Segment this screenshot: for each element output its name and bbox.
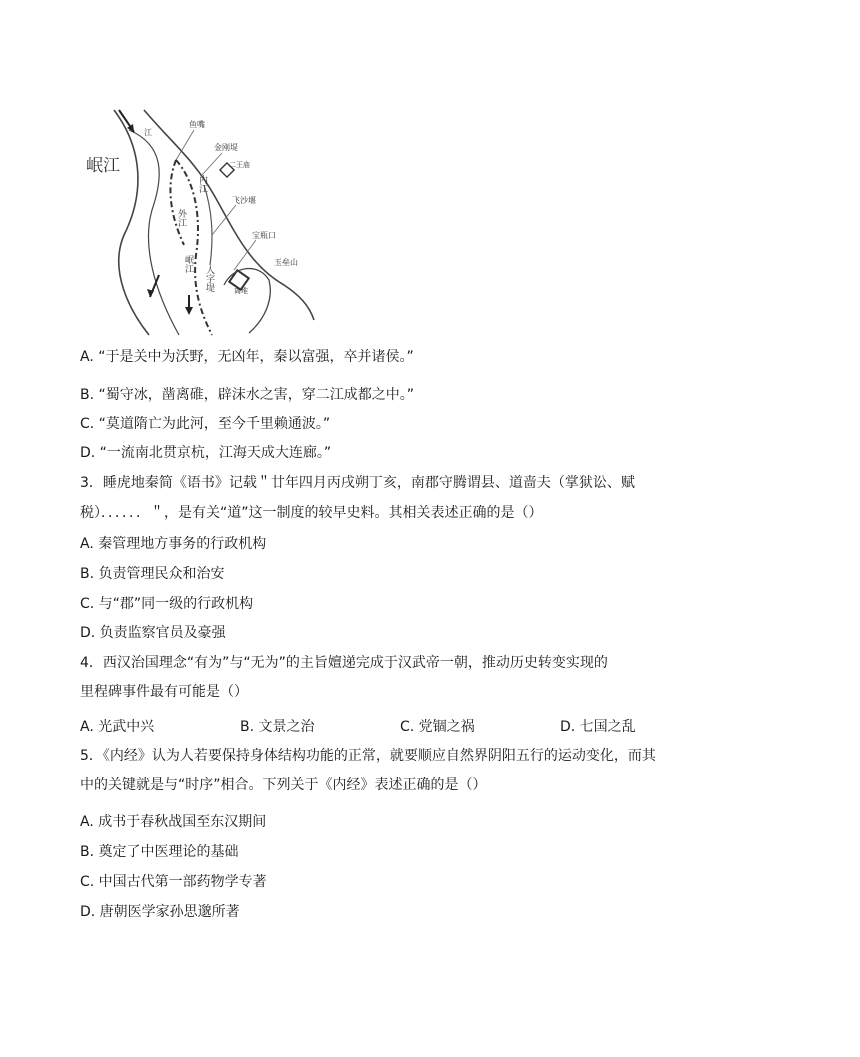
waijiang-label: 外江 (176, 209, 186, 227)
yuzui-label: 鱼嘴 (189, 120, 205, 129)
yuleishan-label: 玉垒山 (274, 258, 298, 267)
q2-option-a: A. “于是关中为沃野，无凶年，秦以富强，卒并诸侯。” (80, 349, 414, 365)
q5-option-c: C. 中国古代第一部药物学专著 (80, 874, 267, 890)
q4-option-d: D. 七国之乱 (560, 719, 636, 735)
dujiangyan-map-drawing (84, 105, 316, 337)
q5-stem-line1: 5．《内经》认为人若要保持身体结构功能的正常，就要顺应自然界阴阳五行的运动变化，而其 (80, 748, 656, 764)
q5-option-b: B. 奠定了中医理论的基础 (80, 844, 239, 860)
q3-option-b: B. 负责管理民众和治安 (80, 566, 225, 582)
q4-option-a: A. 光武中兴 (80, 719, 155, 735)
baopingkou-label: 宝瓶口 (252, 231, 276, 240)
renzidi-label: 人字堤 (204, 265, 214, 292)
river-name-label: 岷江 (86, 156, 120, 176)
dujiangyan-map (84, 105, 316, 337)
erwangmiao-label: 二王庙 (229, 161, 250, 169)
q2-option-c: C. “莫道隋亡为此河，至今千里赖通波。” (80, 416, 331, 432)
feishayan-label: 飞沙堰 (232, 196, 256, 205)
q4-stem-line1: 4．西汉治国理念“有为”与“无为”的主旨嬗递完成于汉武帝一朝，推动历史转变实现的 (80, 655, 608, 671)
q3-stem-line2: 税）．．．．．．＂，是有关“道”这一制度的较早史料。其相关表述正确的是（） (80, 505, 543, 521)
q3-option-c: C. 与“郡”同一级的行政机构 (80, 596, 254, 612)
q3-option-d: D. 负责监察官员及豪强 (80, 625, 226, 641)
jingangdi-label: 金刚堤 (214, 143, 238, 152)
q4-options-row (80, 717, 720, 737)
q5-option-d: D. 唐朝医学家孙思邈所著 (80, 904, 240, 920)
q3-option-a: A. 秦管理地方事务的行政机构 (80, 536, 267, 552)
outer-river-label: 江 (144, 128, 152, 137)
neijiang-label: 内江 (197, 175, 207, 193)
q4-option-c: C. 党锢之祸 (400, 719, 475, 735)
minjiang-small-label: 岷江 (183, 255, 193, 273)
q5-stem-line2: 中的关键就是与“时序”相合。下列关于《内经》表述正确的是（） (80, 777, 487, 793)
lidui-label: 离堆 (234, 287, 248, 295)
q2-option-b: B. “蜀守冰，凿离碓，辟沫水之害，穿二江成都之中。” (80, 387, 415, 403)
q4-option-b: B. 文景之治 (240, 719, 315, 735)
q2-option-d: D. “一流南北贯京杭，江海天成大连廊。” (80, 445, 332, 461)
q4-stem-line2: 里程碑事件最有可能是（） (80, 684, 248, 700)
q3-stem-line1: 3．睡虎地秦简《语书》记载＂廿年四月丙戌朔丁亥，南郡守腾谓县、道啬夫（掌狱讼、赋 (80, 475, 635, 491)
q5-option-a: A. 成书于春秋战国至东汉期间 (80, 814, 267, 830)
